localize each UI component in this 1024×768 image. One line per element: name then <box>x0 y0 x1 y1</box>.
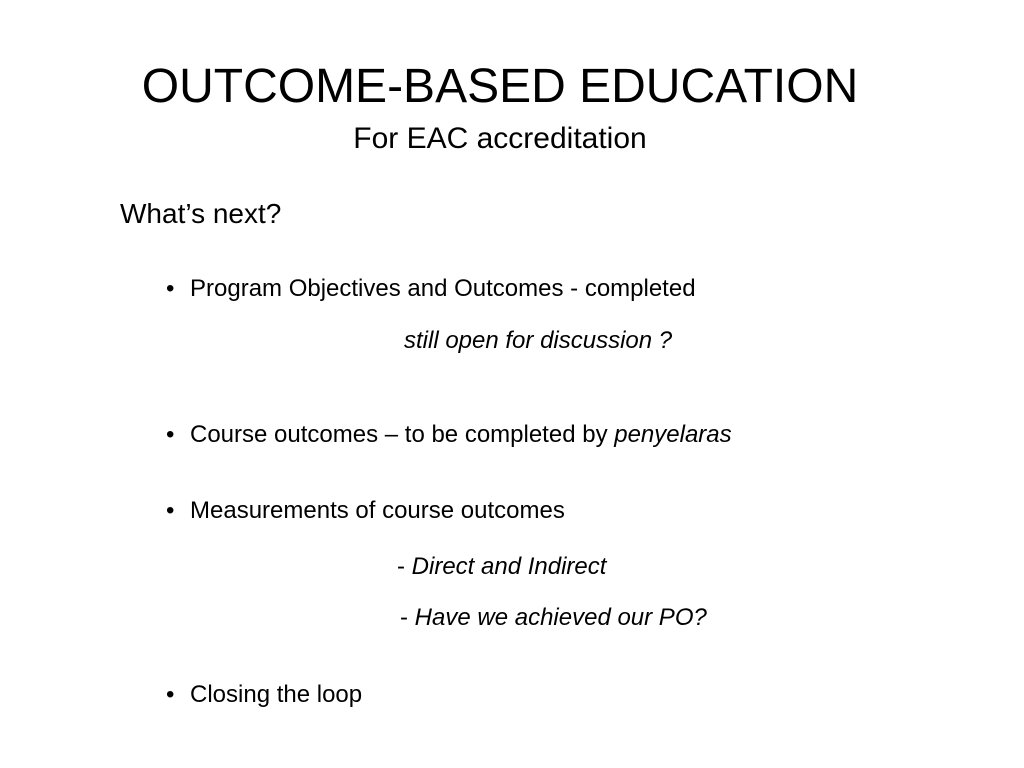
bullet-marker: • <box>166 421 175 448</box>
bullet-text-emphasis: penyelaras <box>614 421 732 448</box>
bullet-item <box>166 680 362 710</box>
bullet-marker: • <box>166 275 175 302</box>
bullet-text: Program Objectives and Outcomes - completed <box>190 275 696 302</box>
bullet-item <box>166 496 565 526</box>
bullet-subnote <box>397 552 606 582</box>
slide-subtitle: For EAC accreditation <box>353 122 647 155</box>
subnote-text: Direct and Indirect <box>411 553 607 580</box>
subnote-text: Have we achieved our PO? <box>414 604 707 631</box>
slide-title: OUTCOME-BASED EDUCATION <box>141 60 859 113</box>
bullet-text: Course outcomes – to be completed by <box>190 421 615 448</box>
bullet-marker: • <box>166 497 175 524</box>
bullet-marker: • <box>166 681 175 708</box>
bullet-text: Closing the loop <box>190 681 363 708</box>
bullet-note: still open for discussion ? <box>404 327 673 354</box>
section-heading: What’s next? <box>120 198 282 229</box>
bullet-item <box>166 420 732 450</box>
bullet-subnote <box>400 603 707 633</box>
subnote-dash: - <box>400 604 415 631</box>
bullet-item <box>166 274 696 304</box>
subnote-dash: - <box>397 553 412 580</box>
bullet-text: Measurements of course outcomes <box>190 497 565 524</box>
